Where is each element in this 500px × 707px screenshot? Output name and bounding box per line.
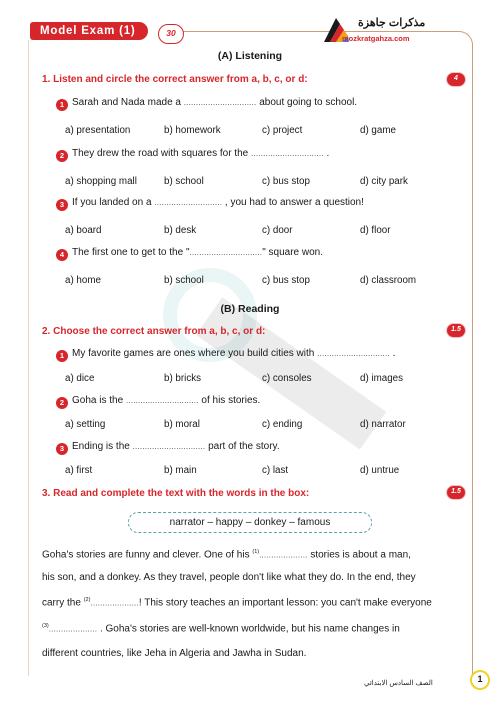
- q2-item-3-option-c[interactable]: c) last: [262, 465, 289, 476]
- q2-item-3-option-a[interactable]: a) first: [65, 465, 93, 476]
- q2-item-1-text: [72, 348, 395, 359]
- passage-line-1-rest: stories is about a man,: [307, 549, 411, 561]
- passage-line-3-text: carry the: [42, 597, 84, 609]
- q2-item-2-after: of his stories.: [201, 395, 261, 406]
- q1-item-3-number: 3: [56, 199, 68, 211]
- blank-3-number: (3): [42, 623, 49, 629]
- q1-item-1-option-a[interactable]: a) presentation: [65, 125, 131, 136]
- q2-item-2-blank[interactable]: ..............................: [125, 396, 199, 405]
- q2-item-3-blank[interactable]: ..............................: [132, 442, 206, 451]
- footer-grade-label: الصف السادس الابتدائي: [364, 680, 433, 687]
- blank-1-number: (1): [252, 549, 260, 555]
- q1-item-3-blank[interactable]: ............................: [154, 198, 223, 207]
- q2-item-3-option-b[interactable]: b) main: [164, 465, 197, 476]
- q2-item-3-after: part of the story.: [208, 441, 280, 452]
- q2-item-2-option-a[interactable]: a) setting: [65, 419, 106, 430]
- q2-item-1-option-c[interactable]: c) consoles: [262, 373, 312, 384]
- q1-item-3-option-d[interactable]: d) floor: [360, 225, 391, 236]
- q1-item-1-blank[interactable]: ..............................: [183, 98, 257, 107]
- q1-item-1-number: 1: [56, 99, 68, 111]
- q1-item-4-text: [72, 247, 323, 258]
- q2-item-2-before: Goha is the: [72, 395, 124, 406]
- blank-3[interactable]: ....................: [48, 624, 98, 634]
- passage-line-5: [42, 648, 460, 659]
- q1-item-2-option-c[interactable]: c) bus stop: [262, 176, 310, 187]
- passage-line-3-rest: ! This story teaches an important lesson: you can't make everyone: [138, 597, 432, 609]
- frame-top-line: [180, 31, 330, 32]
- exam-title-badge: Model Exam (1): [30, 22, 148, 40]
- passage-line-1: [42, 549, 460, 560]
- blank-2[interactable]: ....................: [90, 598, 139, 608]
- question-2-score: 1.5: [446, 323, 466, 338]
- q2-item-3-before: Ending is the: [72, 441, 130, 452]
- q1-item-1-text: [72, 97, 357, 108]
- question-1-title: 1. Listen and circle the correct answer from a, b, c, or d:: [42, 74, 308, 85]
- q1-item-1-before: Sarah and Nada made a: [72, 97, 181, 108]
- q2-item-2-option-c[interactable]: c) ending: [262, 419, 303, 430]
- q1-item-1-option-d[interactable]: d) game: [360, 125, 396, 136]
- passage-line-4-rest: . Goha's stories are well-known worldwide, but his name changes in: [97, 623, 400, 635]
- q1-item-4-number: 4: [56, 249, 68, 261]
- question-2-title: 2. Choose the correct answer from a, b, c, or d:: [42, 326, 266, 337]
- q2-item-3-text: [72, 441, 280, 452]
- q1-item-3-before: If you landed on a: [72, 197, 152, 208]
- q1-item-3-text: [72, 197, 364, 208]
- question-3-score: 1.5: [446, 485, 466, 500]
- frame-left-line: [28, 40, 29, 676]
- q2-item-1-option-a[interactable]: a) dice: [65, 373, 95, 384]
- q2-item-2-option-b[interactable]: b) moral: [164, 419, 200, 430]
- q1-item-2-option-d[interactable]: d) city park: [360, 176, 408, 187]
- section-a-title: (A) Listening: [217, 50, 283, 62]
- q1-item-3-option-c[interactable]: c) door: [262, 225, 293, 236]
- page-ref-circle: 30: [158, 24, 184, 44]
- q1-item-1-option-c[interactable]: c) project: [262, 125, 303, 136]
- q1-item-4-option-a[interactable]: a) home: [65, 275, 101, 286]
- passage-line-5-text: different countries, like Jeha in Algeria and Jawha in Sudan.: [42, 648, 307, 659]
- q2-item-2-number: 2: [56, 397, 68, 409]
- q1-item-2-option-b[interactable]: b) school: [164, 176, 204, 187]
- q1-item-2-number: 2: [56, 150, 68, 162]
- q1-item-4-option-b[interactable]: b) school: [164, 275, 204, 286]
- question-3-title: 3. Read and complete the text with the words in the box:: [42, 488, 310, 499]
- passage-line-2-text: his son, and a donkey. As they travel, people don't like what they do. In the end, they: [42, 572, 416, 583]
- q2-item-1-before: My favorite games are ones where you build cities with: [72, 348, 315, 359]
- q1-item-2-blank[interactable]: ..............................: [250, 149, 324, 158]
- q2-item-3-option-d[interactable]: d) untrue: [360, 465, 400, 476]
- q1-item-4-blank[interactable]: ..............................: [189, 248, 263, 257]
- q1-item-4-before: The first one to get to the ": [72, 247, 190, 258]
- passage-line-3: [42, 597, 460, 608]
- blank-1[interactable]: ....................: [259, 550, 308, 560]
- q2-item-3-number: 3: [56, 443, 68, 455]
- q2-item-1-after: .: [392, 348, 396, 359]
- q1-item-2-before: They drew the road with squares for the: [72, 148, 249, 159]
- q2-item-1-option-d[interactable]: d) images: [360, 373, 404, 384]
- footer-page-number: 1: [470, 670, 490, 690]
- q1-item-2-text: [72, 148, 329, 159]
- q1-item-3-after: , you had to answer a question!: [224, 197, 364, 208]
- section-b-title: (B) Reading: [220, 303, 280, 315]
- site-logo: [322, 14, 434, 44]
- question-1-score: 4: [446, 72, 466, 87]
- q1-item-3-option-a[interactable]: a) board: [65, 225, 102, 236]
- q2-item-2-text: [72, 395, 260, 406]
- q1-item-2-after: .: [326, 148, 330, 159]
- q1-item-1-option-b[interactable]: b) homework: [164, 125, 221, 136]
- q1-item-3-option-b[interactable]: b) desk: [164, 225, 197, 236]
- logo-url-text: mozkratgahza.com: [342, 34, 410, 43]
- q1-item-4-option-c[interactable]: c) bus stop: [262, 275, 310, 286]
- word-box: narrator – happy – donkey – famous: [128, 512, 372, 533]
- q1-item-1-after: about going to school.: [259, 97, 358, 108]
- q2-item-2-option-d[interactable]: d) narrator: [360, 419, 406, 430]
- q2-item-1-option-b[interactable]: b) bricks: [164, 373, 202, 384]
- q2-item-1-blank[interactable]: ..............................: [317, 349, 390, 358]
- q1-item-4-after: " square won.: [262, 247, 324, 258]
- q2-item-1-number: 1: [56, 350, 68, 362]
- q1-item-2-option-a[interactable]: a) shopping mall: [65, 176, 137, 187]
- q1-item-4-option-d[interactable]: d) classroom: [360, 275, 417, 286]
- passage-line-1-text: Goha's stories are funny and clever. One of his: [42, 549, 253, 561]
- logo-arabic-text: مذكرات جاهزة: [358, 17, 426, 29]
- passage-line-2: [42, 572, 460, 583]
- passage-line-4: [42, 623, 460, 634]
- blank-2-number: (2): [83, 597, 91, 603]
